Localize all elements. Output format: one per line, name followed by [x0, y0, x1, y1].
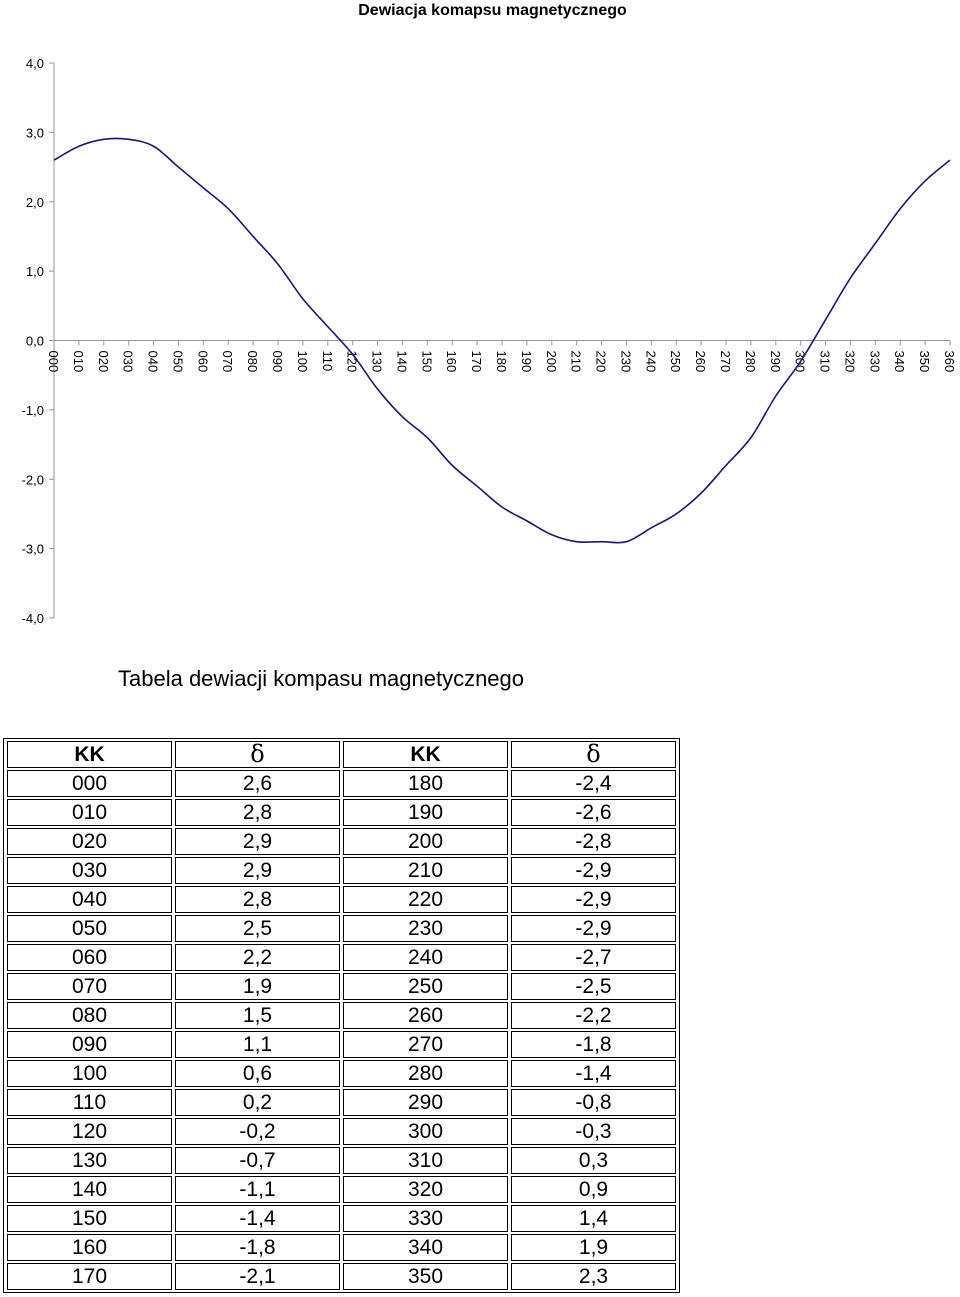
delta-cell: -1,8: [511, 1031, 676, 1058]
kk-cell: 160: [7, 1234, 172, 1261]
kk-cell: 050: [7, 915, 172, 942]
kk-cell: 140: [7, 1176, 172, 1203]
header-delta: δ: [175, 741, 340, 768]
table-title: Tabela dewiacji kompasu magnetycznego: [118, 666, 525, 691]
kk-cell: 290: [343, 1089, 508, 1116]
table-row: [7, 828, 676, 855]
x-tick-label: 180: [494, 350, 509, 373]
x-tick-label: 340: [892, 350, 908, 373]
x-axis: [46, 341, 957, 373]
header-kk: KK: [343, 741, 508, 768]
delta-cell: -2,9: [511, 857, 676, 884]
table-row: [7, 1060, 676, 1087]
delta-cell: -2,1: [175, 1263, 340, 1290]
kk-cell: 240: [343, 944, 508, 971]
y-axis: [22, 56, 54, 626]
delta-cell: -2,9: [511, 886, 676, 913]
delta-cell: 2,6: [175, 770, 340, 797]
kk-cell: 070: [7, 973, 172, 1000]
deviation-table: [3, 738, 680, 1293]
kk-cell: 200: [343, 828, 508, 855]
y-tick-label: 3,0: [25, 125, 44, 141]
kk-cell: 250: [343, 973, 508, 1000]
delta-cell: 1,5: [175, 1002, 340, 1029]
x-tick-label: 330: [867, 350, 883, 373]
x-tick-label: 070: [220, 350, 236, 373]
delta-cell: 1,4: [511, 1205, 676, 1232]
kk-cell: 350: [343, 1263, 508, 1290]
x-tick-label: 100: [294, 350, 310, 373]
y-tick-label: -3,0: [21, 541, 44, 557]
x-tick-label: 270: [718, 350, 733, 373]
table-row: [7, 1234, 676, 1261]
y-tick-label: -1,0: [21, 402, 44, 418]
x-tick-label: 000: [46, 350, 61, 373]
x-tick-label: 150: [419, 350, 435, 373]
y-tick-label: 1,0: [25, 264, 44, 280]
x-tick-label: 240: [643, 350, 659, 373]
kk-cell: 060: [7, 944, 172, 971]
delta-cell: -1,4: [175, 1205, 340, 1232]
delta-cell: 1,9: [175, 973, 340, 1000]
x-tick-label: 060: [195, 350, 211, 373]
delta-cell: -0,7: [175, 1147, 340, 1174]
x-tick-label: 220: [593, 350, 609, 373]
delta-cell: 2,3: [511, 1263, 676, 1290]
x-tick-label: 140: [394, 350, 410, 373]
kk-cell: 120: [7, 1118, 172, 1145]
x-tick-label: 050: [170, 350, 186, 373]
kk-cell: 100: [7, 1060, 172, 1087]
delta-cell: 0,3: [511, 1147, 676, 1174]
kk-cell: 190: [343, 799, 508, 826]
kk-cell: 020: [7, 828, 172, 855]
delta-cell: -2,2: [511, 1002, 676, 1029]
delta-cell: 2,2: [175, 944, 340, 971]
table-row: [7, 944, 676, 971]
kk-cell: 270: [343, 1031, 508, 1058]
x-tick-label: 290: [767, 350, 783, 373]
x-tick-label: 090: [270, 350, 285, 373]
kk-cell: 110: [7, 1089, 172, 1116]
delta-cell: 1,9: [511, 1234, 676, 1261]
table-header-row: [7, 741, 676, 768]
delta-cell: -2,8: [511, 828, 676, 855]
header-delta: δ: [511, 741, 676, 768]
x-tick-label: 030: [120, 350, 136, 373]
table-row: [7, 1263, 676, 1290]
x-tick-label: 160: [444, 350, 460, 373]
x-tick-label: 210: [568, 350, 584, 373]
kk-cell: 280: [343, 1060, 508, 1087]
deviation-chart: [0, 0, 960, 640]
x-tick-label: 110: [319, 350, 335, 372]
table-row: [7, 857, 676, 884]
kk-cell: 170: [7, 1263, 172, 1290]
table-row: [7, 1031, 676, 1058]
kk-cell: 000: [7, 770, 172, 797]
table-row: [7, 973, 676, 1000]
x-tick-label: 230: [618, 350, 634, 373]
delta-cell: -1,1: [175, 1176, 340, 1203]
chart-title: Dewiacja komapsu magnetycznego: [358, 2, 627, 19]
y-tick-label: 4,0: [25, 56, 44, 71]
x-tick-label: 200: [543, 350, 559, 373]
kk-cell: 130: [7, 1147, 172, 1174]
kk-cell: 210: [343, 857, 508, 884]
table-row: [7, 1176, 676, 1203]
kk-cell: 340: [343, 1234, 508, 1261]
x-tick-label: 190: [518, 350, 534, 373]
delta-cell: -2,4: [511, 770, 676, 797]
x-tick-label: 080: [245, 350, 261, 373]
x-tick-label: 310: [817, 350, 833, 373]
table-row: [7, 770, 676, 797]
delta-cell: 0,6: [175, 1060, 340, 1087]
x-tick-label: 170: [469, 350, 485, 373]
table-row: [7, 1002, 676, 1029]
delta-cell: 1,1: [175, 1031, 340, 1058]
header-kk: KK: [7, 741, 172, 768]
delta-cell: 2,8: [175, 886, 340, 913]
delta-cell: -0,2: [175, 1118, 340, 1145]
table-row: [7, 1147, 676, 1174]
x-tick-label: 360: [942, 350, 957, 373]
table-row: [7, 1089, 676, 1116]
delta-cell: -2,9: [511, 915, 676, 942]
delta-cell: -2,5: [511, 973, 676, 1000]
delta-cell: 2,9: [175, 857, 340, 884]
kk-cell: 260: [343, 1002, 508, 1029]
delta-cell: -2,6: [511, 799, 676, 826]
x-tick-label: 040: [145, 350, 161, 373]
kk-cell: 230: [343, 915, 508, 942]
kk-cell: 330: [343, 1205, 508, 1232]
kk-cell: 320: [343, 1176, 508, 1203]
delta-cell: 0,2: [175, 1089, 340, 1116]
y-tick-label: 2,0: [25, 194, 44, 210]
kk-cell: 090: [7, 1031, 172, 1058]
x-tick-label: 300: [792, 350, 808, 373]
kk-cell: 150: [7, 1205, 172, 1232]
x-tick-label: 350: [917, 350, 933, 373]
delta-cell: 2,5: [175, 915, 340, 942]
table-row: [7, 886, 676, 913]
x-tick-label: 130: [369, 350, 385, 373]
kk-cell: 080: [7, 1002, 172, 1029]
kk-cell: 040: [7, 886, 172, 913]
y-tick-label: -2,0: [21, 472, 44, 488]
table-row: [7, 915, 676, 942]
kk-cell: 030: [7, 857, 172, 884]
kk-cell: 180: [343, 770, 508, 797]
delta-cell: -2,7: [511, 944, 676, 971]
table-row: [7, 1118, 676, 1145]
delta-cell: -1,8: [175, 1234, 340, 1261]
table-row: [7, 799, 676, 826]
delta-cell: 0,9: [511, 1176, 676, 1203]
kk-cell: 300: [343, 1118, 508, 1145]
kk-cell: 010: [7, 799, 172, 826]
x-tick-label: 280: [742, 350, 758, 373]
y-tick-label: -4,0: [21, 611, 44, 626]
kk-cell: 220: [343, 886, 508, 913]
delta-cell: -1,4: [511, 1060, 676, 1087]
x-tick-label: 250: [668, 350, 684, 373]
x-tick-label: 010: [70, 350, 86, 373]
table-row: [7, 1205, 676, 1232]
x-tick-label: 260: [693, 350, 709, 373]
y-tick-label: 0,0: [25, 333, 44, 349]
delta-cell: 2,9: [175, 828, 340, 855]
delta-cell: -0,8: [511, 1089, 676, 1116]
delta-cell: -0,3: [511, 1118, 676, 1145]
kk-cell: 310: [343, 1147, 508, 1174]
x-tick-label: 320: [842, 350, 858, 373]
x-tick-label: 120: [344, 350, 360, 373]
x-tick-label: 020: [95, 350, 111, 373]
delta-cell: 2,8: [175, 799, 340, 826]
